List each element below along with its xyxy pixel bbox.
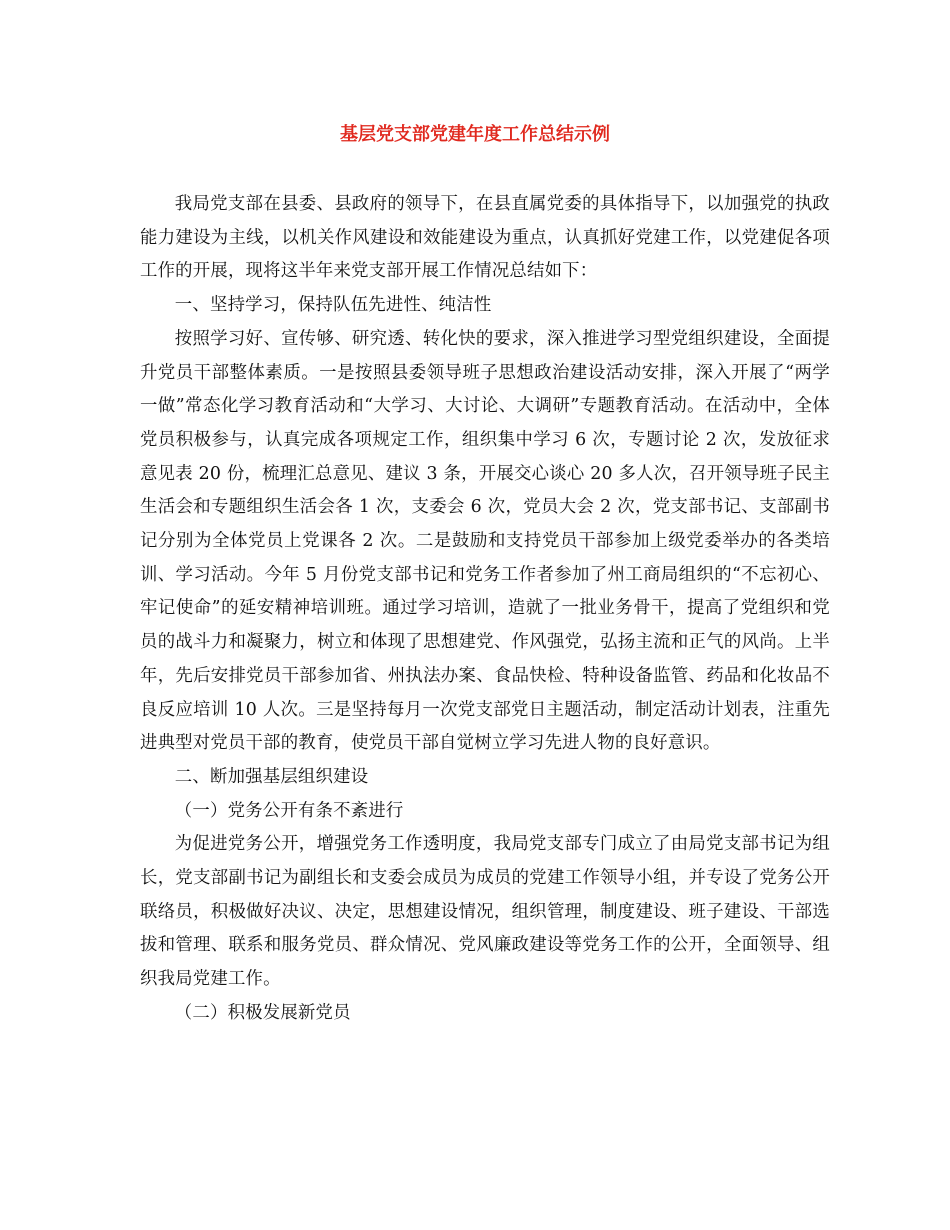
subsection-1-paragraph: 为促进党务公开，增强党务工作透明度，我局党支部专门成立了由局党支部书记为组长，党支部副书记为副组长和支委会成员为成员的党建工作领导小组，并专设了党务公开联络员，积极做好决议、决定，思想建设情况，组织管理，制度建设、班子建设、干部选拔和管理、联系和服务党员、群众情况、党风廉政建设等党务工作的公开，全面领导、组织我局党建工作。 [140, 834, 830, 990]
subsection-heading-2: （二）积极发展新党员 [174, 1002, 351, 1023]
document-body [140, 188, 830, 1031]
document-title: 基层党支部党建年度工作总结示例 [340, 124, 610, 145]
section-1-paragraph: 按照学习好、宣传够、研究透、转化快的要求，深入推进学习型党组织建设，全面提升党员干部整体素质。一是按照县委领导班子思想政治建设活动安排，深入开展了“两学一做”常态化学习教育活动和“大学习、大讨论、大调研”专题教育活动。在活动中，全体党员积极参与，认真完成各项规定工作，组织集中学习 6 次，专题讨论 2 次，发放征求意见表 20 份，梳理汇总意见、建议 3 条，开展交心谈心 20 多人次，召开领导班子民主生活会和专题组织生活会各 1 次，支委会 6 次，党员大会 2 次，党支部书记、支部副书记分别为全体党员上党课各 2 次。二是鼓励和支持党员干部参加上级党委举办的各类培训、学习活动。今年 5 月份党支部书记和党务工作者参加了州工商局组织的“不忘初心、牢记使命”的延安精神培训班。通过学习培训，造就了一批业务骨干，提高了党组织和党员的战斗力和凝聚力，树立和体现了思想建党、作风强党，弘扬主流和正气的风尚。上半年，先后安排党员干部参加省、州执法办案、食品快检、特种设备监管、药品和化妆品不良反应培训 10 人次。三是坚持每月一次党支部党日主题活动，制定活动计划表，注重先进典型对党员干部的教育，使党员干部自觉树立学习先进人物的良好意识。 [140, 328, 830, 754]
section-heading-1: 一、坚持学习，保持队伍先进性、纯洁性 [174, 295, 492, 316]
subsection-heading-1: （一）党务公开有条不紊进行 [174, 800, 404, 821]
intro-paragraph: 我局党支部在县委、县政府的领导下，在县直属党委的具体指导下，以加强党的执政能力建设为主线，以机关作风建设和效能建设为重点，认真抓好党建工作，以党建促各项工作的开展，现将这半年来党支部开展工作情况总结如下： [140, 194, 830, 282]
section-heading-2: 二、断加强基层组织建设 [174, 766, 369, 787]
